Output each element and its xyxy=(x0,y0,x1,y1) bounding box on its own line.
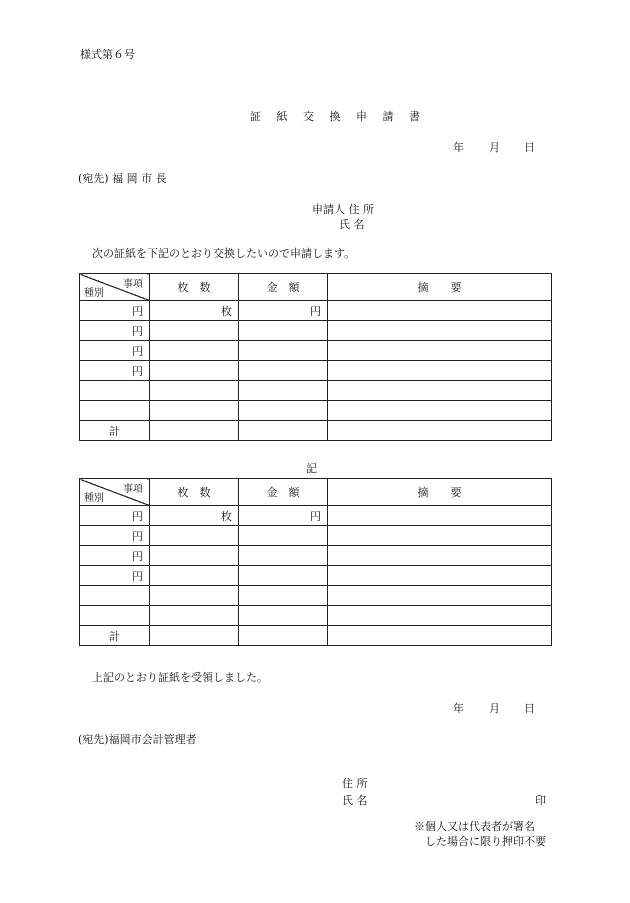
header-amount: 金 額 xyxy=(239,479,328,506)
table-row xyxy=(80,586,552,606)
header-kind-label: 種別 xyxy=(84,288,104,299)
cell-kind[interactable]: 円 xyxy=(80,321,150,341)
header-amount: 金 額 xyxy=(239,274,328,301)
receipt-table xyxy=(79,478,552,646)
cell-count[interactable] xyxy=(150,606,239,626)
cell-count[interactable]: 枚 xyxy=(150,506,239,526)
cell-remarks[interactable] xyxy=(328,401,552,421)
header-corner-cell xyxy=(80,479,150,506)
total-remarks[interactable] xyxy=(328,626,552,646)
cell-remarks[interactable] xyxy=(328,546,552,566)
date-month-label: 月 xyxy=(489,141,500,154)
cell-kind[interactable] xyxy=(80,381,150,401)
table-row xyxy=(80,506,552,526)
application-table xyxy=(79,273,552,441)
recipient-name-label: 氏 名 xyxy=(342,794,368,807)
cell-count[interactable] xyxy=(150,361,239,381)
cell-remarks[interactable] xyxy=(328,341,552,361)
cell-amount[interactable]: 円 xyxy=(239,301,328,321)
form-number: 様式第６号 xyxy=(80,48,135,61)
cell-amount[interactable] xyxy=(239,606,328,626)
table-row xyxy=(80,606,552,626)
applicant-name-label: 氏 名 xyxy=(339,218,365,231)
cell-kind[interactable]: 円 xyxy=(80,361,150,381)
table-row xyxy=(80,566,552,586)
cell-remarks[interactable] xyxy=(328,361,552,381)
cell-kind[interactable]: 円 xyxy=(80,506,150,526)
cell-amount[interactable] xyxy=(239,381,328,401)
total-label: 計 xyxy=(80,626,150,646)
header-remarks: 摘 要 xyxy=(328,479,552,506)
table-row xyxy=(80,381,552,401)
cell-kind[interactable]: 円 xyxy=(80,341,150,361)
total-remarks[interactable] xyxy=(328,421,552,441)
applicant-address-label: 申請人 住 所 xyxy=(312,203,374,216)
addressee-mayor: (宛先) 福 岡 市 長 xyxy=(78,172,167,185)
header-corner-cell xyxy=(80,274,150,301)
cell-amount[interactable] xyxy=(239,586,328,606)
cell-remarks[interactable] xyxy=(328,526,552,546)
table-header-row xyxy=(80,479,552,506)
cell-count[interactable] xyxy=(150,341,239,361)
cell-remarks[interactable] xyxy=(328,566,552,586)
cell-remarks[interactable] xyxy=(328,381,552,401)
cell-remarks[interactable] xyxy=(328,586,552,606)
cell-count[interactable] xyxy=(150,401,239,421)
header-count: 枚 数 xyxy=(150,479,239,506)
cell-count[interactable] xyxy=(150,566,239,586)
cell-remarks[interactable] xyxy=(328,301,552,321)
cell-kind[interactable] xyxy=(80,401,150,421)
date-day-label: 日 xyxy=(524,141,535,154)
header-kind-label: 種別 xyxy=(84,493,104,504)
cell-count[interactable] xyxy=(150,526,239,546)
table-row xyxy=(80,361,552,381)
total-count[interactable] xyxy=(150,421,239,441)
total-count[interactable] xyxy=(150,626,239,646)
cell-count[interactable] xyxy=(150,381,239,401)
total-amount[interactable] xyxy=(239,421,328,441)
seal-note-line1: ※個人又は代表者が署名 xyxy=(414,820,535,833)
cell-amount[interactable] xyxy=(239,401,328,421)
ki-label: 記 xyxy=(306,462,317,475)
cell-kind[interactable] xyxy=(80,606,150,626)
cell-remarks[interactable] xyxy=(328,321,552,341)
recipient-address-label: 住 所 xyxy=(342,777,368,790)
cell-amount[interactable] xyxy=(239,341,328,361)
cell-kind[interactable]: 円 xyxy=(80,566,150,586)
cell-amount[interactable] xyxy=(239,526,328,546)
table-row xyxy=(80,321,552,341)
table-total-row xyxy=(80,421,552,441)
cell-amount[interactable] xyxy=(239,321,328,341)
date-month-label: 月 xyxy=(489,702,500,715)
cell-remarks[interactable] xyxy=(328,506,552,526)
date-year-label: 年 xyxy=(453,702,464,715)
total-amount[interactable] xyxy=(239,626,328,646)
total-label: 計 xyxy=(80,421,150,441)
seal-mark: 印 xyxy=(535,794,546,807)
table-header-row xyxy=(80,274,552,301)
date-year-label: 年 xyxy=(453,141,464,154)
cell-count[interactable] xyxy=(150,321,239,341)
cell-count[interactable]: 枚 xyxy=(150,301,239,321)
cell-kind[interactable]: 円 xyxy=(80,301,150,321)
header-item-label: 事項 xyxy=(123,484,143,495)
table-row xyxy=(80,341,552,361)
cell-kind[interactable]: 円 xyxy=(80,526,150,546)
addressee-accountant: (宛先)福岡市会計管理者 xyxy=(78,733,197,746)
date-day-label: 日 xyxy=(524,702,535,715)
document-title: 証 紙 交 換 申 請 書 xyxy=(250,110,426,123)
table-total-row xyxy=(80,626,552,646)
cell-remarks[interactable] xyxy=(328,606,552,626)
seal-note-line2: した場合に限り押印不要 xyxy=(425,835,546,848)
table-row xyxy=(80,301,552,321)
cell-kind[interactable]: 円 xyxy=(80,546,150,566)
table-row xyxy=(80,401,552,421)
cell-count[interactable] xyxy=(150,586,239,606)
received-text: 上記のとおり証紙を受領しました。 xyxy=(92,671,268,684)
table-row xyxy=(80,526,552,546)
intro-text: 次の証紙を下記のとおり交換したいので申請します。 xyxy=(92,247,356,260)
cell-amount[interactable] xyxy=(239,546,328,566)
header-count: 枚 数 xyxy=(150,274,239,301)
cell-amount[interactable] xyxy=(239,566,328,586)
cell-amount[interactable]: 円 xyxy=(239,506,328,526)
cell-count[interactable] xyxy=(150,546,239,566)
header-item-label: 事項 xyxy=(123,279,143,290)
cell-amount[interactable] xyxy=(239,361,328,381)
table-row xyxy=(80,546,552,566)
cell-kind[interactable] xyxy=(80,586,150,606)
header-remarks: 摘 要 xyxy=(328,274,552,301)
